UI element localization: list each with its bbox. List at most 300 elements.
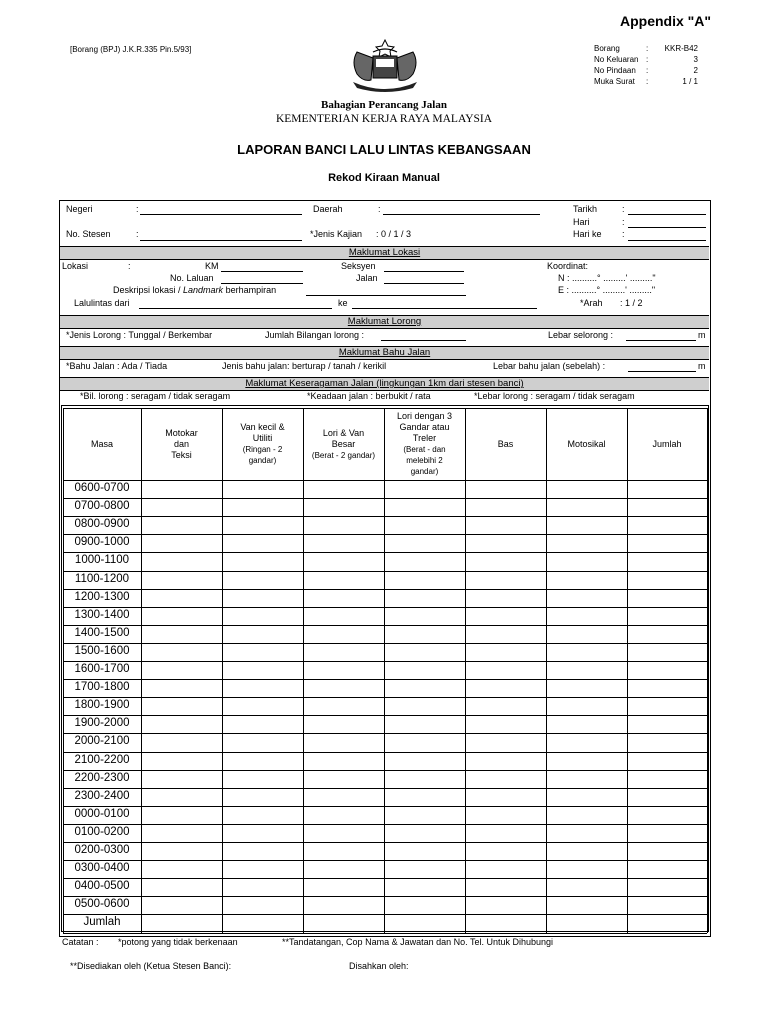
time-slot-label: 0400-0500 [74, 880, 130, 893]
count-input-cell[interactable] [548, 698, 626, 714]
table-header-subtext: (Ringan - 2 [242, 445, 283, 454]
count-input-cell[interactable] [224, 771, 302, 787]
jenis-kajian-value: : 0 / 1 / 3 [376, 229, 412, 239]
deskripsi-label [113, 285, 276, 295]
hari-ke-field[interactable] [628, 240, 706, 241]
table-header-text: Van kecil & [240, 422, 285, 432]
time-slot-label: 1000-1100 [74, 554, 130, 567]
count-input-cell[interactable] [224, 825, 302, 841]
count-input-cell[interactable] [305, 861, 383, 877]
count-input-cell[interactable] [224, 698, 302, 714]
count-input-cell[interactable] [629, 734, 706, 750]
count-input-cell[interactable] [629, 807, 706, 823]
count-input-cell[interactable] [386, 608, 464, 624]
count-input-cell[interactable] [386, 807, 464, 823]
count-input-cell[interactable] [143, 843, 221, 859]
count-input-cell[interactable] [467, 680, 545, 696]
count-input-cell[interactable] [548, 716, 626, 732]
time-slot-label: 2000-2100 [74, 735, 130, 748]
longitude-field[interactable]: E : ..........° .........' ........." [558, 285, 656, 295]
count-input-cell[interactable] [143, 897, 221, 913]
count-input-cell[interactable] [143, 626, 221, 642]
count-input-cell[interactable] [305, 608, 383, 624]
doc-info-value: 3 [693, 55, 698, 64]
table-column-line [141, 408, 142, 933]
count-input-cell[interactable] [548, 843, 626, 859]
count-input-cell[interactable] [305, 734, 383, 750]
deskripsi-text: Deskripsi lokasi / [113, 285, 184, 295]
disediakan-label: **Disediakan oleh (Ketua Stesen Banci): [70, 961, 232, 971]
count-input-cell[interactable] [629, 771, 706, 787]
table-header-subtext: (Berat - dan [403, 445, 446, 454]
count-input-cell[interactable] [143, 771, 221, 787]
count-input-cell[interactable] [143, 662, 221, 678]
count-input-cell[interactable] [467, 843, 545, 859]
lalulintas-ke-field[interactable] [352, 308, 537, 309]
bahu-band [60, 346, 709, 360]
colon: : [128, 261, 131, 271]
count-input-cell[interactable] [386, 517, 464, 533]
count-input-cell[interactable] [629, 753, 706, 769]
count-input-cell[interactable] [386, 698, 464, 714]
table-header-text: Gandar atau [399, 422, 450, 432]
time-slot-label: 1800-1900 [74, 699, 130, 712]
table-header-text: Lori & Van [322, 427, 365, 438]
count-input-cell[interactable] [629, 590, 706, 606]
count-input-cell[interactable] [386, 753, 464, 769]
count-input-cell[interactable] [224, 897, 302, 913]
count-input-cell[interactable] [224, 590, 302, 606]
seksyen-field[interactable] [384, 271, 464, 272]
count-input-cell[interactable] [467, 915, 545, 931]
count-input-cell[interactable] [629, 608, 706, 624]
time-slot-label: Jumlah [83, 916, 121, 929]
keadaan-jalan-label: *Keadaan jalan : berbukit / rata [307, 391, 431, 401]
count-input-cell[interactable] [224, 843, 302, 859]
ke-label: ke [338, 298, 348, 308]
count-input-cell[interactable] [224, 608, 302, 624]
count-input-cell[interactable] [386, 789, 464, 805]
count-input-cell[interactable] [548, 644, 626, 660]
count-input-cell[interactable] [143, 680, 221, 696]
deskripsi-field[interactable] [306, 295, 466, 296]
hari-ke-label: Hari ke [573, 229, 602, 239]
count-input-cell[interactable] [143, 825, 221, 841]
count-input-cell[interactable] [467, 499, 545, 515]
count-input-cell[interactable] [386, 680, 464, 696]
count-input-cell[interactable] [305, 843, 383, 859]
count-input-cell[interactable] [386, 644, 464, 660]
count-input-cell[interactable] [386, 662, 464, 678]
count-input-cell[interactable] [143, 572, 221, 588]
doc-info-label: Borang [594, 44, 620, 53]
count-input-cell[interactable] [224, 626, 302, 642]
count-input-cell[interactable] [224, 807, 302, 823]
count-input-cell[interactable] [224, 535, 302, 551]
time-slot-label: 1100-1200 [74, 572, 130, 585]
count-input-cell[interactable] [548, 680, 626, 696]
count-input-cell[interactable] [224, 517, 302, 533]
count-input-cell[interactable] [224, 481, 302, 497]
count-input-cell[interactable] [548, 753, 626, 769]
count-input-cell[interactable] [629, 626, 706, 642]
count-input-cell[interactable] [548, 626, 626, 642]
table-header-cell [303, 408, 384, 480]
count-input-cell[interactable] [305, 517, 383, 533]
count-input-cell[interactable] [629, 535, 706, 551]
count-input-cell[interactable] [467, 644, 545, 660]
page-title: LAPORAN BANCI LALU LINTAS KEBANGSAAN [237, 142, 531, 157]
count-input-cell[interactable] [629, 698, 706, 714]
doc-info-sep: : [646, 77, 649, 86]
count-input-cell[interactable] [224, 499, 302, 515]
count-input-cell[interactable] [548, 879, 626, 895]
time-slot-label: 0300-0400 [74, 862, 130, 875]
table-header-cell [63, 408, 141, 480]
count-input-cell[interactable] [548, 662, 626, 678]
count-input-cell[interactable] [143, 807, 221, 823]
count-input-cell[interactable] [143, 608, 221, 624]
lorong-band [60, 315, 709, 329]
koordinat-label: Koordinat: [547, 261, 589, 271]
count-input-cell[interactable] [143, 915, 221, 931]
count-input-cell[interactable] [386, 734, 464, 750]
count-input-cell[interactable] [143, 553, 221, 569]
lebar-lorong-label: *Lebar lorong : seragam / tidak seragam [474, 391, 635, 401]
table-column-line [546, 408, 547, 933]
count-input-cell[interactable] [143, 499, 221, 515]
lokasi-band [60, 246, 709, 260]
count-input-cell[interactable] [467, 861, 545, 877]
count-input-cell[interactable] [467, 572, 545, 588]
jalan-field[interactable] [384, 283, 464, 284]
count-input-cell[interactable] [467, 789, 545, 805]
count-input-cell[interactable] [629, 517, 706, 533]
tarikh-label: Tarikh [573, 204, 598, 214]
lokasi-label: Lokasi [62, 261, 89, 271]
count-input-cell[interactable] [305, 807, 383, 823]
count-input-cell[interactable] [386, 843, 464, 859]
time-slot-label: 2100-2200 [74, 753, 130, 766]
count-input-cell[interactable] [467, 481, 545, 497]
no-stesen-field[interactable] [140, 240, 302, 241]
lorong-band-title: Maklumat Lorong [347, 316, 422, 327]
count-input-cell[interactable] [548, 861, 626, 877]
jumlah-lorong-label: Jumlah Bilangan lorong : [265, 330, 365, 340]
count-input-cell[interactable] [305, 626, 383, 642]
table-header-text: Treler [412, 433, 437, 443]
jenis-bahu-label: Jenis bahu jalan: berturap / tanah / kerikil [222, 361, 387, 371]
count-input-cell[interactable] [548, 499, 626, 515]
table-header-text: Motokar [165, 427, 198, 438]
count-input-cell[interactable] [548, 807, 626, 823]
colon: : [378, 204, 381, 214]
time-slot-label: 0800-0900 [74, 518, 130, 531]
count-input-cell[interactable] [467, 879, 545, 895]
lokasi-band-title: Maklumat Lokasi [348, 247, 421, 258]
count-input-cell[interactable] [386, 626, 464, 642]
table-column-line [384, 408, 385, 933]
table-header-text: Bas [497, 438, 514, 449]
no-laluan-field[interactable] [221, 283, 303, 284]
table-header-text: Utiliti [252, 433, 273, 443]
count-input-cell[interactable] [467, 807, 545, 823]
count-input-cell[interactable] [224, 644, 302, 660]
count-input-cell[interactable] [467, 897, 545, 913]
count-input-cell[interactable] [548, 608, 626, 624]
lebar-bahu-field[interactable] [628, 371, 696, 372]
count-input-cell[interactable] [386, 590, 464, 606]
count-input-cell[interactable] [386, 879, 464, 895]
count-input-cell[interactable] [629, 915, 706, 931]
table-header-text: Besar [331, 438, 356, 449]
count-input-cell[interactable] [548, 590, 626, 606]
count-input-cell[interactable] [305, 553, 383, 569]
count-input-cell[interactable] [467, 662, 545, 678]
count-input-cell[interactable] [629, 897, 706, 913]
count-input-cell[interactable] [143, 517, 221, 533]
count-input-cell[interactable] [548, 553, 626, 569]
count-input-cell[interactable] [629, 499, 706, 515]
count-input-cell[interactable] [386, 499, 464, 515]
table-header-subtext: gandar) [410, 467, 439, 476]
borang-reference: [Borang (BPJ) J.K.R.335 Pin.5/93] [70, 45, 192, 54]
count-input-cell[interactable] [548, 771, 626, 787]
doc-info-label: Muka Surat [594, 77, 635, 86]
count-input-cell[interactable] [629, 680, 706, 696]
coat-of-arms-icon [343, 38, 427, 94]
count-input-cell[interactable] [305, 572, 383, 588]
department-name: Bahagian Perancang Jalan [321, 99, 447, 111]
count-input-cell[interactable] [305, 535, 383, 551]
seksyen-label: Seksyen [341, 261, 376, 271]
count-input-cell[interactable] [305, 662, 383, 678]
count-input-cell[interactable] [305, 499, 383, 515]
hari-field[interactable] [628, 227, 706, 228]
count-input-cell[interactable] [143, 734, 221, 750]
count-input-cell[interactable] [386, 481, 464, 497]
count-input-cell[interactable] [143, 590, 221, 606]
count-input-cell[interactable] [548, 897, 626, 913]
no-laluan-label: No. Laluan [170, 273, 214, 283]
table-header-subtext: melebihi 2 [406, 456, 443, 465]
table-header-text: Motosikal [567, 438, 606, 449]
count-input-cell[interactable] [548, 481, 626, 497]
count-input-cell[interactable] [224, 572, 302, 588]
table-header-cell [384, 408, 465, 480]
count-input-cell[interactable] [467, 626, 545, 642]
count-input-cell[interactable] [467, 825, 545, 841]
count-input-cell[interactable] [386, 915, 464, 931]
count-input-cell[interactable] [548, 572, 626, 588]
count-input-cell[interactable] [467, 608, 545, 624]
count-input-cell[interactable] [305, 825, 383, 841]
count-input-cell[interactable] [224, 680, 302, 696]
bil-lorong-label: *Bil. lorong : seragam / tidak seragam [80, 391, 231, 401]
count-input-cell[interactable] [224, 753, 302, 769]
count-input-cell[interactable] [224, 879, 302, 895]
count-input-cell[interactable] [548, 789, 626, 805]
count-input-cell[interactable] [629, 662, 706, 678]
doc-info-value: 2 [693, 66, 698, 75]
colon: : [136, 204, 139, 214]
count-input-cell[interactable] [305, 481, 383, 497]
unit-m: m [698, 361, 706, 371]
count-input-cell[interactable] [305, 897, 383, 913]
count-input-cell[interactable] [386, 572, 464, 588]
count-input-cell[interactable] [548, 535, 626, 551]
count-input-cell[interactable] [386, 897, 464, 913]
count-input-cell[interactable] [143, 716, 221, 732]
jumlah-lorong-field[interactable] [381, 340, 466, 341]
tarikh-field[interactable] [628, 214, 706, 215]
km-label: KM [205, 261, 219, 271]
count-input-cell[interactable] [305, 644, 383, 660]
disahkan-label: Disahkan oleh: [349, 961, 409, 971]
count-input-cell[interactable] [143, 879, 221, 895]
table-header-cell [222, 408, 303, 480]
doc-info-label: No Pindaan [594, 66, 636, 75]
count-input-cell[interactable] [548, 734, 626, 750]
count-input-cell[interactable] [629, 879, 706, 895]
count-input-cell[interactable] [143, 789, 221, 805]
count-input-cell[interactable] [305, 915, 383, 931]
count-input-cell[interactable] [467, 753, 545, 769]
count-input-cell[interactable] [305, 879, 383, 895]
table-header-cell [141, 408, 222, 480]
table-column-line [627, 408, 628, 933]
colon: : [622, 217, 625, 227]
count-input-cell[interactable] [143, 753, 221, 769]
keseragaman-band-title: Maklumat Keseragaman Jalan (lingkungan 1km dari stesen banci) [245, 378, 524, 389]
count-input-cell[interactable] [224, 716, 302, 732]
count-input-cell[interactable] [548, 517, 626, 533]
count-input-cell[interactable] [467, 590, 545, 606]
table-column-line [222, 408, 223, 933]
count-input-cell[interactable] [467, 517, 545, 533]
doc-info-sep: : [646, 66, 649, 75]
table-column-line [465, 408, 466, 933]
count-input-cell[interactable] [548, 825, 626, 841]
time-slot-label: 1500-1600 [74, 644, 130, 657]
count-input-cell[interactable] [143, 535, 221, 551]
count-input-cell[interactable] [629, 481, 706, 497]
count-input-cell[interactable] [305, 590, 383, 606]
doc-info-value: 1 / 1 [682, 77, 698, 86]
time-slot-label: 2200-2300 [74, 771, 130, 784]
count-input-cell[interactable] [629, 553, 706, 569]
count-input-cell[interactable] [224, 662, 302, 678]
arah-label: *Arah [580, 298, 603, 308]
count-input-cell[interactable] [143, 861, 221, 877]
doc-info-label: No Keluaran [594, 55, 639, 64]
table-header-subtext: gandar) [248, 456, 277, 465]
count-input-cell[interactable] [629, 644, 706, 660]
table-row-line [63, 933, 707, 934]
negeri-field[interactable] [140, 214, 302, 215]
ministry-name: KEMENTERIAN KERJA RAYA MALAYSIA [275, 113, 493, 125]
table-header-subtext: (Berat - 2 gandar) [311, 450, 376, 460]
time-slot-label: 0200-0300 [74, 844, 130, 856]
table-header-cell [465, 408, 546, 480]
count-input-cell[interactable] [386, 535, 464, 551]
page-subtitle: Rekod Kiraan Manual [328, 172, 440, 184]
count-input-cell[interactable] [629, 789, 706, 805]
count-input-cell[interactable] [467, 771, 545, 787]
count-input-cell[interactable] [629, 716, 706, 732]
colon: : [622, 229, 625, 239]
daerah-label: Daerah [313, 204, 343, 214]
count-input-cell[interactable] [467, 535, 545, 551]
colon: : [136, 229, 139, 239]
lebar-bahu-label: Lebar bahu jalan (sebelah) : [493, 361, 606, 371]
km-field[interactable] [221, 271, 303, 272]
no-stesen-label: No. Stesen [66, 229, 111, 239]
lebar-selorong-label: Lebar selorong : [548, 330, 614, 340]
count-input-cell[interactable] [629, 843, 706, 859]
count-input-cell[interactable] [629, 825, 706, 841]
count-input-cell[interactable] [467, 698, 545, 714]
latitude-field[interactable]: N : ..........° .........' ........." [558, 273, 656, 283]
tandatangan-note: **Tandatangan, Cop Nama & Jawatan dan No. Tel. Untuk Dihubungi [282, 937, 554, 947]
bahu-band-title: Maklumat Bahu Jalan [338, 347, 431, 358]
count-input-cell[interactable] [143, 481, 221, 497]
unit-m: m [698, 330, 706, 340]
time-slot-label: 2300-2400 [74, 789, 130, 802]
count-input-cell[interactable] [305, 698, 383, 714]
count-input-cell[interactable] [305, 771, 383, 787]
table-header-text: Lori dengan 3 [396, 411, 453, 421]
count-input-cell[interactable] [467, 553, 545, 569]
time-slot-label: 1400-1500 [74, 626, 130, 639]
count-input-cell[interactable] [548, 915, 626, 931]
count-input-cell[interactable] [386, 861, 464, 877]
daerah-field[interactable] [383, 214, 540, 215]
bahu-jalan-label: *Bahu Jalan : Ada / Tiada [66, 361, 168, 371]
count-input-cell[interactable] [224, 553, 302, 569]
count-input-cell[interactable] [305, 716, 383, 732]
count-input-cell[interactable] [386, 771, 464, 787]
count-input-cell[interactable] [224, 789, 302, 805]
count-input-cell[interactable] [305, 753, 383, 769]
deskripsi-text: berhampiran [223, 285, 277, 295]
lalulintas-dari-field[interactable] [139, 308, 332, 309]
jenis-lorong-label: *Jenis Lorong : Tunggal / Berkembar [66, 330, 213, 340]
count-input-cell[interactable] [629, 861, 706, 877]
count-input-cell[interactable] [629, 572, 706, 588]
count-input-cell[interactable] [224, 915, 302, 931]
count-input-cell[interactable] [143, 644, 221, 660]
potong-note: *potong yang tidak berkenaan [118, 937, 238, 947]
lalulintas-label: Lalulintas dari [74, 298, 130, 308]
table-column-line [303, 408, 304, 933]
table-header-text: Teksi [171, 449, 192, 460]
lebar-selorong-field[interactable] [626, 340, 696, 341]
count-input-cell[interactable] [467, 716, 545, 732]
doc-info-sep: : [646, 44, 649, 53]
count-input-cell[interactable] [224, 734, 302, 750]
count-input-cell[interactable] [224, 861, 302, 877]
count-input-cell[interactable] [467, 734, 545, 750]
table-header-cell [546, 408, 627, 480]
count-input-cell[interactable] [143, 698, 221, 714]
count-input-cell[interactable] [305, 680, 383, 696]
count-input-cell[interactable] [305, 789, 383, 805]
count-input-cell[interactable] [386, 716, 464, 732]
count-input-cell[interactable] [386, 553, 464, 569]
time-slot-label: 1600-1700 [74, 663, 130, 675]
count-input-cell[interactable] [386, 825, 464, 841]
